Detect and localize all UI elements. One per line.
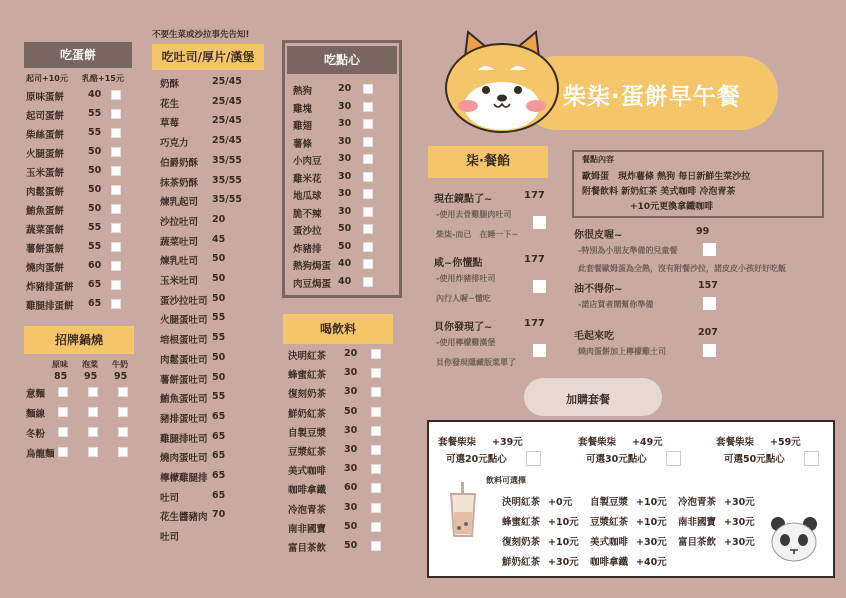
- drink-item-checkbox[interactable]: [371, 445, 381, 455]
- egg-item-name: 玉米蛋餅: [26, 168, 65, 179]
- drink-item-checkbox[interactable]: [371, 407, 381, 417]
- drink-item-checkbox[interactable]: [371, 387, 381, 397]
- toast-item-price: 25/45: [212, 135, 242, 147]
- toast-item-name: 鮪魚蛋吐司: [160, 394, 208, 406]
- addon-tier-price: +39元: [492, 437, 523, 448]
- egg-item-name: 肉鬆蛋餅: [26, 187, 65, 198]
- addon-drink-price: +10元: [548, 517, 579, 528]
- addon-tier-price: +59元: [770, 437, 801, 448]
- egg-item-price: 50: [88, 203, 102, 214]
- set-line: 內行人喔~懂吃: [436, 294, 491, 303]
- drink-item-name: 復刻奶茶: [288, 389, 327, 401]
- egg-item-price: 50: [88, 165, 102, 176]
- drink-item-price: 50: [344, 520, 358, 532]
- drink-item-name: 美式咖啡: [288, 466, 327, 478]
- toast-item-price: 65: [212, 410, 226, 422]
- addon-drink-name: 復刻奶茶: [502, 537, 541, 548]
- egg-item-name: 原味蛋餅: [26, 92, 65, 103]
- extra-price: 99: [696, 226, 710, 237]
- snack-item-price: 40: [338, 258, 352, 269]
- addon-drink-name: 美式咖啡: [590, 537, 629, 548]
- egg-item-price: 65: [88, 298, 102, 309]
- extra-checkbox[interactable]: [703, 243, 716, 256]
- pot-item-name: 意麵: [26, 389, 46, 400]
- snack-item-price: 50: [338, 240, 352, 252]
- drink-item-name: 蜂蜜紅茶: [288, 370, 327, 382]
- snacks-header: 吃點心: [287, 46, 397, 74]
- drink-item-price: 30: [344, 367, 358, 379]
- snack-item-checkbox[interactable]: [363, 102, 373, 112]
- toast-item-price: 65: [212, 489, 226, 501]
- pot-item-name: 冬粉: [26, 429, 46, 440]
- set-title: 咸~你懂點: [434, 258, 483, 269]
- toast-item-name: 花生: [160, 98, 180, 110]
- drink-item-price: 30: [344, 386, 358, 398]
- egg-item-checkbox[interactable]: [111, 185, 121, 195]
- snack-item-price: 50: [338, 223, 352, 234]
- extra-line: 燒肉蛋餅加上檸檬雞土司: [578, 347, 666, 356]
- addon-drink-price: +40元: [636, 557, 667, 568]
- drink-item-name: 咖啡拿鐵: [288, 485, 327, 497]
- toast-item-name: 雞腿排吐司: [160, 433, 208, 445]
- pot-item-checkbox[interactable]: [58, 387, 68, 397]
- toast-item-name: 吐司: [160, 532, 180, 544]
- pot-item-checkbox[interactable]: [88, 387, 98, 397]
- addon-header: 加購套餐: [566, 393, 610, 406]
- set-price: 177: [524, 190, 545, 201]
- toast-item-name: 檸檬雞腿排: [160, 473, 208, 484]
- set-checkbox[interactable]: [533, 344, 546, 357]
- notice-text: 不要生菜或沙拉事先告知!: [152, 30, 250, 40]
- snack-item-price: 30: [338, 205, 352, 217]
- addon-drink-name: 決明紅茶: [502, 497, 541, 508]
- extra-checkbox[interactable]: [703, 297, 716, 310]
- addon-tier-name: 套餐柴柒: [716, 437, 755, 448]
- addon-drink-name: 自製豆漿: [590, 497, 629, 508]
- set-line: -使用檸檬雞漢堡: [436, 338, 496, 347]
- snack-item-name: 雞米花: [293, 173, 322, 185]
- toast-item-name: 草莓: [160, 118, 180, 130]
- drink-item-checkbox[interactable]: [371, 503, 381, 513]
- egg-addon-cream: 乳酪+15元: [82, 74, 124, 83]
- addon-drink-price: +10元: [548, 537, 579, 548]
- extra-checkbox[interactable]: [703, 344, 716, 357]
- drink-item-name: 鮮奶紅茶: [288, 408, 327, 420]
- snack-item-price: 20: [338, 83, 352, 94]
- snack-item-checkbox[interactable]: [363, 189, 373, 199]
- extra-price: 157: [698, 280, 718, 291]
- addon-tier-price: +49元: [632, 437, 663, 448]
- snack-item-checkbox[interactable]: [363, 172, 373, 182]
- addon-tier-name: 套餐柴柒: [438, 437, 477, 448]
- snack-item-price: 30: [338, 100, 352, 112]
- drink-item-checkbox[interactable]: [371, 522, 381, 532]
- drink-item-price: 60: [344, 482, 358, 494]
- shiba-dog-icon: [442, 26, 562, 138]
- egg-item-checkbox[interactable]: [111, 109, 121, 119]
- set-line: -使用炸豬排吐司: [436, 274, 496, 283]
- toast-item-name: 抹茶奶酥: [160, 177, 199, 189]
- set-price: 177: [524, 318, 545, 329]
- set-content-label: 餐點內容: [582, 155, 614, 164]
- extra-line: -特別為小朋友準備的兒童餐: [578, 246, 678, 255]
- toast-item-price: 35/55: [212, 174, 242, 186]
- addon-drink-price: +0元: [548, 497, 573, 508]
- egg-item-checkbox[interactable]: [111, 280, 121, 290]
- egg-item-checkbox[interactable]: [111, 128, 121, 138]
- pot-col-price: 95: [84, 371, 98, 382]
- toast-item-price: 65: [212, 450, 226, 462]
- drink-item-price: 20: [344, 348, 358, 359]
- pot-item-checkbox[interactable]: [88, 407, 98, 417]
- pot-item-checkbox[interactable]: [118, 387, 128, 397]
- toast-item-price: 50: [212, 351, 226, 363]
- addon-drink-price: +30元: [724, 517, 755, 528]
- toast-item-name: 巧克力: [160, 138, 189, 150]
- toast-item-price: 65: [212, 430, 226, 442]
- snack-item-checkbox[interactable]: [363, 137, 373, 147]
- snack-item-name: 熱狗焗蛋: [293, 261, 332, 272]
- pot-item-checkbox[interactable]: [118, 427, 128, 437]
- set-line: 貝你發現隱藏版菜單了: [436, 358, 516, 367]
- egg-item-name: 柴絲蛋餅: [26, 130, 65, 141]
- drink-item-name: 自製豆漿: [288, 427, 327, 439]
- pot-col-name: 牛奶: [112, 360, 128, 369]
- addon-drink-name: 鮮奶紅茶: [502, 557, 541, 568]
- toast-item-name: 火腿蛋吐司: [160, 315, 208, 327]
- drink-item-checkbox[interactable]: [371, 541, 381, 551]
- drink-item-checkbox[interactable]: [371, 464, 381, 474]
- snack-item-name: 雞塊: [293, 103, 313, 115]
- panda-icon: [770, 516, 818, 562]
- addon-drink-name: 豆漿紅茶: [590, 517, 629, 528]
- snack-item-checkbox[interactable]: [363, 154, 373, 164]
- toast-item-price: 50: [212, 273, 226, 284]
- pot-col-price: 85: [54, 371, 68, 382]
- addon-drink-label: 飲料可選擇: [486, 476, 526, 485]
- egg-item-price: 50: [88, 184, 102, 195]
- egg-item-checkbox[interactable]: [111, 299, 121, 309]
- toast-item-price: 45: [212, 233, 226, 245]
- snack-item-price: 30: [338, 153, 352, 164]
- extra-title: 毛起來吃: [574, 331, 614, 342]
- pot-item-checkbox[interactable]: [88, 447, 98, 457]
- extra-title: 你很皮喔~: [574, 230, 623, 241]
- addon-tier-name: 套餐柴柒: [578, 437, 617, 448]
- set-content-line-2: 附餐飲料 新奶紅茶 美式咖啡 冷泡青茶: [582, 187, 736, 197]
- addon-drink-name: 蜂蜜紅茶: [502, 517, 541, 528]
- drink-item-name: 決明紅茶: [288, 351, 327, 362]
- egg-item-checkbox[interactable]: [111, 90, 121, 100]
- snack-item-name: 薯條: [293, 138, 313, 150]
- pot-col-name: 原味: [52, 360, 68, 369]
- egg-item-price: 40: [88, 89, 102, 100]
- egg-item-name: 燒肉蛋餅: [26, 263, 65, 274]
- egg-item-price: 60: [88, 260, 102, 271]
- toast-item-price: 50: [212, 292, 226, 304]
- snack-item-name: 蛋沙拉: [293, 226, 322, 237]
- set-title: 貝你發現了~: [434, 322, 493, 333]
- egg-item-checkbox[interactable]: [111, 204, 121, 214]
- egg-item-checkbox[interactable]: [111, 223, 121, 233]
- set-checkbox[interactable]: [533, 216, 546, 229]
- toast-item-price: 55: [212, 312, 226, 324]
- egg-item-name: 火腿蛋餅: [26, 149, 65, 160]
- set-content-line-1: 歐姆蛋 現炸薯條 熱狗 每日新鮮生菜沙拉: [582, 172, 751, 182]
- toast-item-name: 蔬菜吐司: [160, 236, 199, 248]
- addon-drink-price: +10元: [636, 517, 667, 528]
- snack-item-name: 熱狗: [293, 86, 313, 97]
- extra-title: 油不得你~: [574, 284, 623, 295]
- egg-item-checkbox[interactable]: [111, 242, 121, 252]
- egg-item-price: 55: [88, 108, 102, 119]
- toast-item-price: 65: [212, 470, 226, 481]
- toast-item-name: 吐司: [160, 492, 180, 504]
- extra-price: 207: [698, 327, 718, 338]
- drinks-header: 喝飲料: [283, 314, 393, 344]
- toast-item-name: 玉米吐司: [160, 276, 199, 287]
- egg-item-price: 55: [88, 241, 102, 252]
- drink-item-price: 30: [344, 501, 358, 513]
- pot-item-checkbox[interactable]: [58, 447, 68, 457]
- drink-item-name: 富目茶飲: [288, 543, 327, 554]
- toast-item-name: 豬排蛋吐司: [160, 413, 208, 425]
- addon-drink-price: +30元: [724, 537, 755, 548]
- egg-item-price: 50: [88, 146, 102, 157]
- toast-item-name: 煉乳吐司: [160, 256, 199, 268]
- egg-item-name: 雞腿排蛋餅: [26, 301, 74, 312]
- egg-addon-cheese: 起司+10元: [26, 74, 68, 83]
- pot-item-checkbox[interactable]: [118, 407, 128, 417]
- drink-item-price: 30: [344, 463, 358, 475]
- snack-item-checkbox[interactable]: [363, 84, 373, 94]
- toast-item-name: 奶酥: [160, 79, 180, 90]
- page-title: 柴柒·蛋餅早午餐: [563, 84, 741, 110]
- drink-item-name: 南非國寶: [288, 523, 327, 535]
- toast-item-name: 培根蛋吐司: [160, 335, 208, 347]
- snack-item-name: 雞翅: [293, 121, 313, 132]
- snack-item-price: 30: [338, 188, 352, 199]
- extra-line: 此套餐歐姆蛋為全熟，沒有附餐沙拉，諾皮皮小孩好好吃飯: [578, 264, 786, 273]
- drink-cup-icon: [448, 482, 478, 538]
- pot-item-checkbox[interactable]: [58, 427, 68, 437]
- pot-stew-header: 招牌鍋燒: [24, 326, 134, 354]
- addon-drink-price: +30元: [724, 497, 755, 508]
- set-checkbox[interactable]: [533, 280, 546, 293]
- pot-col-price: 95: [114, 371, 128, 382]
- drink-item-name: 冷泡青茶: [288, 504, 327, 516]
- toast-item-price: 35/55: [212, 194, 242, 206]
- toast-item-price: 50: [212, 253, 226, 265]
- pot-item-checkbox[interactable]: [58, 407, 68, 417]
- extra-line: -諾店買者鬧幫你準備: [578, 300, 654, 309]
- egg-pancake-header: 吃蛋餅: [24, 42, 132, 68]
- addon-tier-pick: 可選50元點心: [724, 454, 785, 465]
- drink-item-price: 30: [344, 444, 358, 455]
- egg-item-price: 55: [88, 127, 102, 138]
- addon-drink-name: 冷泡青茶: [678, 497, 717, 508]
- toast-item-price: 50: [212, 371, 226, 383]
- set-title: 現在鏡點了~: [434, 194, 493, 205]
- toast-item-price: 70: [212, 509, 226, 521]
- set-line: 柴柒-而已 在睡一下~: [436, 230, 519, 239]
- snack-item-name: 地瓜球: [293, 191, 322, 202]
- addon-tier-checkbox[interactable]: [804, 451, 819, 466]
- toast-item-name: 薯餅蛋吐司: [160, 374, 208, 386]
- snack-item-name: 炸豬排: [293, 243, 322, 255]
- snack-item-checkbox[interactable]: [363, 224, 373, 234]
- toast-item-name: 蛋沙拉吐司: [160, 295, 208, 307]
- addon-tier-checkbox[interactable]: [526, 451, 541, 466]
- toast-item-name: 沙拉吐司: [160, 216, 199, 228]
- pot-item-name: 烏龍麵: [26, 449, 55, 460]
- drink-item-price: 30: [344, 424, 358, 436]
- egg-item-name: 蔬菜蛋餅: [26, 225, 65, 236]
- toast-item-name: 燒肉蛋吐司: [160, 453, 208, 465]
- toast-item-price: 55: [212, 391, 226, 403]
- drink-item-name: 豆漿紅茶: [288, 447, 327, 458]
- egg-item-name: 薯餅蛋餅: [26, 244, 65, 255]
- egg-item-checkbox[interactable]: [111, 147, 121, 157]
- sets-header: 柒·餐餡: [428, 146, 548, 178]
- snack-item-checkbox[interactable]: [363, 242, 373, 252]
- pot-item-name: 麵線: [26, 409, 46, 420]
- pot-col-name: 泡菜: [82, 360, 98, 369]
- set-content-line-3: +10元更換拿鐵咖啡: [630, 202, 714, 212]
- snack-item-checkbox[interactable]: [363, 277, 373, 287]
- set-price: 177: [524, 254, 545, 265]
- egg-item-name: 鮪魚蛋餅: [26, 206, 65, 217]
- snack-item-name: 小肉豆: [293, 156, 322, 167]
- toast-header: 吃吐司/厚片/漢堡: [152, 44, 264, 70]
- snack-item-checkbox[interactable]: [363, 207, 373, 217]
- egg-item-checkbox[interactable]: [111, 261, 121, 271]
- toast-item-price: 25/45: [212, 95, 242, 107]
- addon-drink-price: +30元: [548, 557, 579, 568]
- snack-item-name: 肉豆焗蛋: [293, 278, 332, 290]
- addon-tier-checkbox[interactable]: [666, 451, 681, 466]
- toast-item-price: 25/45: [212, 115, 242, 127]
- toast-item-price: 25/45: [212, 76, 242, 87]
- addon-drink-name: 富目茶飲: [678, 537, 717, 548]
- drink-item-checkbox[interactable]: [371, 483, 381, 493]
- toast-item-price: 35/55: [212, 154, 242, 166]
- addon-drink-price: +10元: [636, 497, 667, 508]
- drink-item-price: 50: [344, 540, 358, 551]
- snack-item-price: 30: [338, 135, 352, 147]
- egg-item-checkbox[interactable]: [111, 166, 121, 176]
- toast-item-price: 20: [212, 213, 226, 225]
- pot-item-checkbox[interactable]: [118, 447, 128, 457]
- toast-item-name: 煉乳起司: [160, 197, 199, 209]
- drink-item-checkbox[interactable]: [371, 368, 381, 378]
- addon-tier-pick: 可選30元點心: [586, 454, 647, 465]
- toast-item-price: 55: [212, 332, 226, 344]
- drink-item-checkbox[interactable]: [371, 426, 381, 436]
- addon-tier-pick: 可選20元點心: [446, 454, 507, 465]
- snack-item-price: 40: [338, 275, 352, 287]
- addon-drink-name: 咖啡拿鐵: [590, 557, 629, 568]
- egg-item-name: 炸豬排蛋餅: [26, 282, 74, 293]
- snack-item-checkbox[interactable]: [363, 259, 373, 269]
- snack-item-checkbox[interactable]: [363, 119, 373, 129]
- snack-item-name: 脆不辣: [293, 208, 322, 220]
- egg-item-price: 65: [88, 279, 102, 290]
- snack-item-price: 30: [338, 170, 352, 182]
- set-line: -使用去骨雞腿肉吐司: [436, 210, 512, 219]
- egg-item-price: 55: [88, 222, 102, 233]
- drink-item-checkbox[interactable]: [371, 349, 381, 359]
- pot-item-checkbox[interactable]: [88, 427, 98, 437]
- addon-drink-name: 南非國寶: [678, 517, 717, 528]
- snack-item-price: 30: [338, 118, 352, 129]
- toast-item-name: 肉鬆蛋吐司: [160, 354, 208, 366]
- toast-item-name: 伯爵奶酥: [160, 157, 199, 169]
- egg-item-name: 起司蛋餅: [26, 111, 65, 122]
- addon-drink-price: +30元: [636, 537, 667, 548]
- drink-item-price: 50: [344, 405, 358, 417]
- toast-item-name: 花生醬豬肉: [160, 512, 208, 524]
